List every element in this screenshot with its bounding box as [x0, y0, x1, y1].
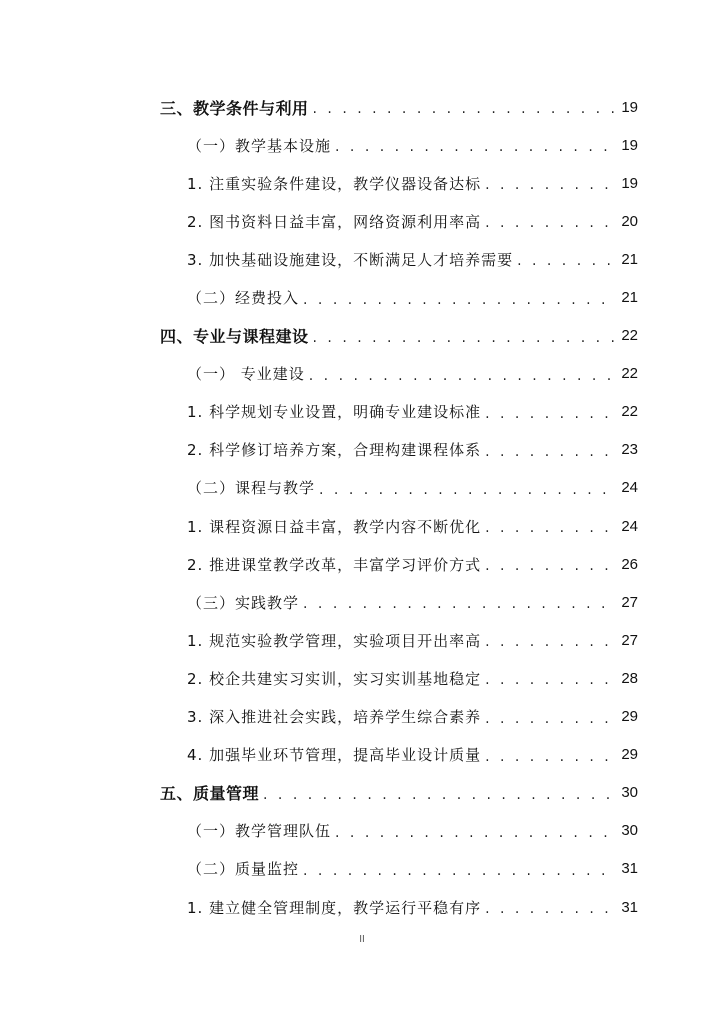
toc-entry-page: 22 — [621, 365, 638, 383]
toc-entry-level-1[interactable] — [160, 317, 638, 355]
toc-entry-level-2[interactable] — [160, 583, 638, 621]
toc-dot-leader — [485, 634, 615, 650]
toc-entry-page: 19 — [621, 136, 638, 154]
toc-dot-leader — [485, 672, 615, 688]
toc-entry-page: 31 — [621, 898, 638, 916]
toc-dot-leader — [485, 215, 615, 231]
toc-dot-leader — [485, 177, 615, 193]
toc-entry-level-3[interactable] — [160, 736, 638, 774]
toc-dot-leader — [309, 368, 616, 384]
toc-entry-title: 五、质量管理 — [160, 784, 260, 804]
toc-entry-level-3[interactable] — [160, 507, 638, 545]
toc-dot-leader — [485, 406, 615, 422]
page-number: II — [359, 934, 365, 945]
toc-entry-page: 27 — [621, 631, 638, 649]
toc-entry-page: 29 — [621, 746, 638, 764]
toc-dot-leader — [263, 787, 615, 803]
toc-dot-leader — [485, 520, 615, 536]
toc-entry-page: 30 — [621, 822, 638, 840]
toc-entry-level-1[interactable] — [160, 774, 638, 812]
toc-entry-level-3[interactable] — [160, 659, 638, 697]
toc-entry-title: 1. 建立健全管理制度，教学运行平稳有序 — [187, 898, 482, 917]
toc-entry-page: 28 — [621, 669, 638, 687]
toc-dot-leader — [313, 330, 616, 346]
toc-entry-level-3[interactable] — [160, 240, 638, 278]
toc-entry-level-2[interactable] — [160, 469, 638, 507]
toc-entry-level-2[interactable] — [160, 278, 638, 316]
toc-dot-leader — [303, 863, 615, 879]
toc-dot-leader — [517, 253, 615, 269]
toc-entry-level-2[interactable] — [160, 812, 638, 850]
toc-entry-page: 22 — [621, 327, 638, 345]
toc-entry-level-2[interactable] — [160, 126, 638, 164]
toc-entry-title: 1. 课程资源日益丰富，教学内容不断优化 — [187, 517, 482, 536]
toc-dot-leader — [335, 825, 615, 841]
toc-entry-page: 21 — [621, 250, 638, 268]
toc-entry-page: 19 — [621, 174, 638, 192]
toc-entry-level-1[interactable] — [160, 88, 638, 126]
toc-dot-leader — [313, 101, 616, 117]
toc-entry-level-3[interactable] — [160, 164, 638, 202]
toc-entry-page: 24 — [621, 517, 638, 535]
toc-entry-title: （三）实践教学 — [187, 593, 300, 612]
toc-entry-level-3[interactable] — [160, 621, 638, 659]
toc-dot-leader — [485, 444, 615, 460]
toc-dot-leader — [485, 711, 615, 727]
toc-entry-page: 24 — [621, 479, 638, 497]
toc-entry-page: 21 — [621, 289, 638, 307]
toc-entry-title: （一） 专业建设 — [187, 365, 305, 384]
toc-entry-page: 23 — [621, 441, 638, 459]
toc-dot-leader — [485, 749, 615, 765]
toc-entry-title: （一）教学基本设施 — [187, 136, 332, 155]
toc-dot-leader — [485, 901, 615, 917]
toc-dot-leader — [303, 292, 615, 308]
toc-entry-title: 三、教学条件与利用 — [160, 98, 309, 118]
toc-dot-leader — [485, 558, 615, 574]
toc-entry-level-3[interactable] — [160, 202, 638, 240]
toc-entry-title: 3. 深入推进社会实践，培养学生综合素养 — [187, 708, 482, 727]
toc-entry-title: 四、专业与课程建设 — [160, 327, 309, 347]
toc-entry-title: （二）质量监控 — [187, 860, 300, 879]
toc-entry-title: 1. 科学规划专业设置，明确专业建设标准 — [187, 403, 482, 422]
toc-entry-page: 30 — [621, 784, 638, 802]
toc-entry-level-3[interactable] — [160, 888, 638, 926]
toc-entry-page: 31 — [621, 860, 638, 878]
toc-entry-title: 1. 规范实验教学管理，实验项目开出率高 — [187, 631, 482, 650]
toc-dot-leader — [335, 139, 615, 155]
toc-entry-title: （二）课程与教学 — [187, 479, 316, 498]
toc-entry-level-3[interactable] — [160, 545, 638, 583]
toc-entry-title: 2. 校企共建实习实训，实习实训基地稳定 — [187, 669, 482, 688]
toc-dot-leader — [319, 482, 615, 498]
toc-entry-level-3[interactable] — [160, 431, 638, 469]
toc-entry-level-3[interactable] — [160, 698, 638, 736]
toc-entry-title: （二）经费投入 — [187, 289, 300, 308]
toc-entry-page: 26 — [621, 555, 638, 573]
toc-entry-page: 27 — [621, 593, 638, 611]
toc-entry-title: 2. 推进课堂教学改革，丰富学习评价方式 — [187, 555, 482, 574]
toc-entry-page: 29 — [621, 708, 638, 726]
toc-entry-level-2[interactable] — [160, 850, 638, 888]
toc-entry-level-2[interactable] — [160, 355, 638, 393]
toc-entry-title: 2. 科学修订培养方案，合理构建课程体系 — [187, 441, 482, 460]
toc-entry-title: （一）教学管理队伍 — [187, 822, 332, 841]
toc-entry-title: 3. 加快基础设施建设，不断满足人才培养需要 — [187, 250, 514, 269]
toc-entry-title: 4. 加强毕业环节管理，提高毕业设计质量 — [187, 746, 482, 765]
toc-entry-title: 2. 图书资料日益丰富，网络资源利用率高 — [187, 212, 482, 231]
toc-entry-page: 20 — [621, 212, 638, 230]
table-of-contents — [160, 88, 638, 926]
toc-entry-title: 1. 注重实验条件建设，教学仪器设备达标 — [187, 174, 482, 193]
toc-entry-level-3[interactable] — [160, 393, 638, 431]
toc-dot-leader — [303, 596, 615, 612]
toc-entry-page: 19 — [621, 98, 638, 116]
toc-entry-page: 22 — [621, 403, 638, 421]
